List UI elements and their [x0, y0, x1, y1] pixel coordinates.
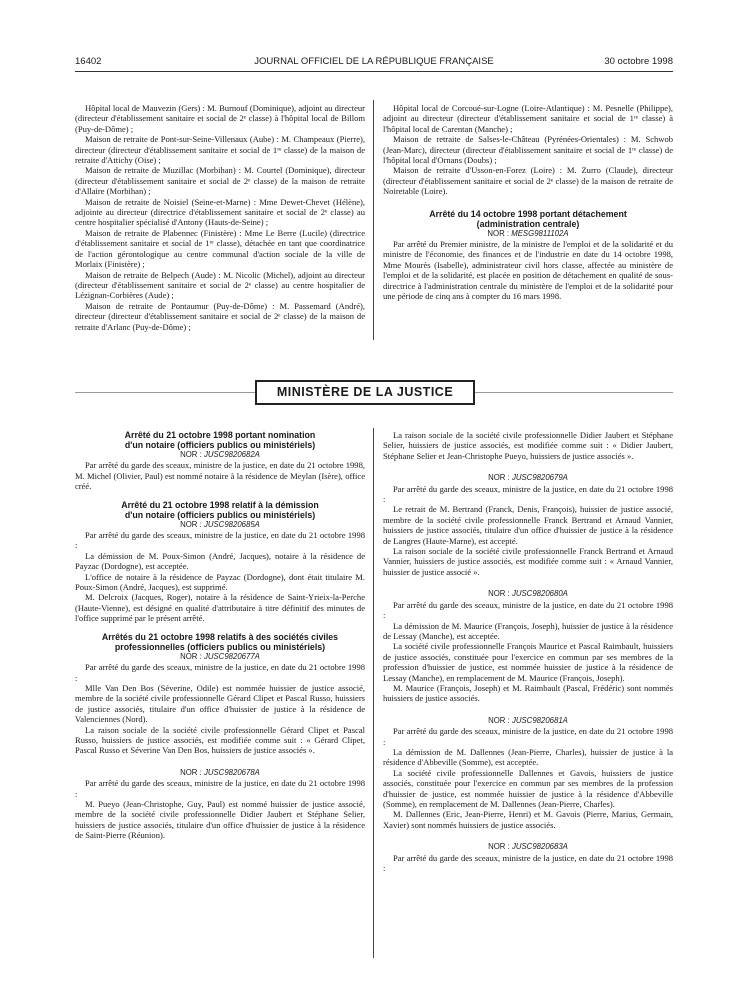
arrete-body: La démission de M. Maurice (François, Joseph), huissier de justice à la résidence de Lessay (Manche), est acceptée.: [383, 620, 673, 641]
header-rule: [75, 71, 673, 72]
appointment-paragraph: Maison de retraite d'Usson-en-Forez (Loire) : M. Zurro (Claude), directeur (directeur d'établissement sanitaire et social de 2ᵉ classe) de la maison de retraite de Noiretable (Loire).: [383, 165, 673, 197]
ministry-title: MINISTÈRE DE LA JUSTICE: [276, 385, 454, 399]
arrete-subtitle: professionnelles (officiers publics ou ministériels): [114, 641, 326, 652]
page-number: 16402: [75, 56, 102, 67]
appointment-paragraph: Maison de retraite de Belpech (Aude) : M. Nicolic (Michel), adjoint au directeur (directeur d'établissement sanitaire et social de 2ᵉ classe) au centre hospitalier de Lézignan-Corbières (Aude) ;: [75, 269, 365, 301]
arrete-body: L'office de notaire à la résidence de Payzac (Dordogne), dont était titulaire M. Poux-Simon (André, Jacques), est supprimé.: [75, 571, 365, 593]
arrete-body: M. Delcroix (Jacques, Roger), notaire à la résidence de Saint-Yrieix-la-Perche (Haute-Vienne), est désigné en qualité d'attributaire à titre définitif des minutes de l'office supprimé par le présent arrêté.: [75, 592, 365, 624]
arrete-subtitle: (administration centrale): [476, 218, 580, 229]
arrete-body: Par arrêté du garde des sceaux, ministre de la justice, en date du 21 octobre 1998 :: [75, 662, 365, 683]
nor-reference: NOR : JUSC9820681A: [488, 715, 568, 725]
appointment-paragraph: Maison de retraite de Pontaumur (Puy-de-Dôme) : M. Passemard (André), directeur (directeur d'établissement sanitaire et social de 2ᵉ classe) de la maison de retraite d'Arlanc (Puy-de-Dôme) ;: [75, 300, 365, 332]
arrete-body: Le retrait de M. Bertrand (Franck, Denis, François), huissier de justice associé, membre de la société civile professionnelle Franck Bertrand et Arnaud Vannier, huissiers de justice associés, titulaire d'un office d'huissier de justice à la résidence de Langres (Haute-Marne), est accepté.: [383, 504, 673, 546]
arrete-body: Par arrêté du garde des sceaux, ministre de la justice, en date du 21 octobre 1998 :: [75, 778, 365, 799]
column-divider: [373, 100, 374, 340]
arrete-body: Mlle Van Den Bos (Séverine, Odile) est nommée huissier de justice associé, membre de la société civile professionnelle Gérard Clipet et Pascal Russo, huissiers de justice associés, titulaire d'un office d'huissier de justice à la résidence de Valenciennes (Nord).: [75, 682, 365, 725]
nor-reference: NOR : JUSC9820678A: [180, 767, 260, 777]
arrete-body: La raison sociale de la société civile professionnelle Gérard Clipet et Pascal Russo, huissiers de justice associés, est modifiée comme suit : « Gérard Clipet, Pascal Russo et Séverine Van Den Bos, huissiers de justice associés ».: [75, 724, 365, 756]
appointment-paragraph: Maison de retraite de Salses-le-Château (Pyrénées-Orientales) : M. Schwob (Jean-Marc), directeur (directeur d'établissement sanitaire et social de 1ʳᵉ classe) de l'hôpital local d'Ornans (Doubs) ;: [383, 134, 673, 166]
arrete-body: La démission de M. Dallennes (Jean-Pierre, Charles), huissier de justice à la résidence d'Abbeville (Somme), est acceptée.: [383, 746, 673, 768]
arrete-body: Par arrêté du garde des sceaux, ministre de la justice, en date du 21 octobre 1998 :: [75, 530, 365, 551]
arrete-body: La société civile professionnelle Dallennes et Gavois, huissiers de justice associés, constituée pour l'exercice en commun par ses membres de la profession d'huissier de justice, est nommée huissier de justice à la résidence d'Abbeville (Somme), en remplacement de M. Dallennes (Jean-Pierre, Charles).: [383, 767, 673, 809]
appointment-paragraph: Hôpital local de Mauvezin (Gers) : M. Burnouf (Dominique), adjoint au directeur (directeur d'établissement sanitaire et social de 2ᵉ classe) à l'hôpital local de Billom (Puy-de-Dôme) ;: [75, 103, 365, 134]
nor-reference: NOR : JUSC9820683A: [488, 842, 568, 852]
arrete-title: Arrêtés du 21 octobre 1998 relatifs à des sociétés civiles: [101, 631, 339, 642]
page-header: [75, 56, 673, 70]
arrete-body: Par arrêté du garde des sceaux, ministre de la justice, en date du 21 octobre 1998 :: [383, 726, 673, 747]
arrete-body: Par arrêté du garde des sceaux, ministre de la justice, en date du 21 octobre 1998 :: [383, 852, 673, 874]
bottom-left-column: [75, 430, 365, 841]
nor-reference: NOR : JUSC9820685A: [180, 519, 260, 529]
nor-reference: NOR : JUSC9820682A: [180, 450, 260, 459]
top-right-column: [383, 103, 673, 302]
appointment-paragraph: Maison de retraite de Noisiel (Seine-et-Marne) : Mme Dewet-Chevet (Hélène), adjointe au directeur (directrice d'établissement sanitaire et social de 2ᵉ classe) au centre hospitalier spécialisé d'Antony (Hauts-de-Seine) ;: [75, 196, 365, 228]
arrete-title: Arrêté du 21 octobre 1998 portant nomination: [124, 430, 316, 440]
arrete-body: M. Maurice (François, Joseph) et M. Raimbault (Pascal, Frédéric) sont nommés huissiers de justice associés.: [383, 682, 673, 704]
nor-reference: NOR : JUSC9820680A: [488, 589, 568, 599]
appointment-paragraph: Maison de retraite de Plabennec (Finistère) : Mme Le Berre (Lucile) (directrice d'établissement sanitaire et social de 1ʳᵉ classe), détachée en tant que coordinatrice de l'action gérontologique au centre communal d'action sociale de la ville de Morlaix (Finistère) ;: [75, 227, 365, 270]
arrete-body: M. Pueyo (Jean-Christophe, Guy, Paul) est nommé huissier de justice associé, membre de la société civile professionnelle Didier Jaubert et Stéphane Selier, huissiers de justice associés, titulaire d'un office d'huissier de justice à la résidence de Saint-Pierre (Réunion).: [75, 798, 365, 841]
arrete-body: Par arrêté du Premier ministre, de la ministre de l'emploi et de la solidarité et du ministre de l'économie, des finances et de l'industrie en date du 14 octobre 1998, Mme Mourès (Isabelle), administrateur civil hors classe, affectée au ministère de l'emploi et de la solidarité, est placée en position de détachement en qualité de sous-directrice à l'administration centrale du ministère de l'emploi et de la solidarité pour une période de cinq ans à compter du 16 mars 1998.: [383, 239, 673, 302]
arrete-title: Arrêté du 21 octobre 1998 relatif à la démission: [121, 499, 319, 510]
bottom-right-column: [383, 430, 673, 873]
appointment-paragraph: Maison de retraite de Muzillac (Morbihan) : M. Courtel (Dominique), directeur (directeur d'établissement sanitaire et social de 2ᵉ classe) de la maison de retraite d'Allaire (Morbihan) ;: [75, 165, 365, 197]
arrete-body: Par arrêté du garde des sceaux, ministre de la justice, en date du 21 octobre 1998, M. Michel (Olivier, Paul) est nommé notaire à la résidence de Meylan (Isère), office créé.: [75, 460, 365, 492]
arrete-subtitle: d'un notaire (officiers publics ou ministériels): [124, 440, 316, 450]
ministry-banner: [255, 380, 475, 405]
arrete-body: La raison sociale de la société civile professionnelle Franck Bertrand et Arnaud Vannier, huissiers de justice associés, est modifiée comme suit : « Arnaud Vannier, huissier de justice associé ».: [383, 546, 673, 577]
arrete-body: La démission de M. Poux-Simon (André, Jacques), notaire à la résidence de Payzac (Dordogne), est acceptée.: [75, 550, 365, 572]
top-left-column: [75, 103, 365, 332]
appointment-paragraph: Hôpital local de Corcoué-sur-Logne (Loire-Atlantique) : M. Pesnelle (Philippe), adjoint au directeur (directeur d'établissement sanitaire et social de 1ʳᵉ classe) à l'hôpital local de Carentan (Manche) ;: [383, 103, 673, 134]
arrete-subtitle: d'un notaire (officiers publics ou ministériels): [124, 509, 316, 520]
issue-date: 30 octobre 1998: [604, 56, 673, 67]
arrete-body: Par arrêté du garde des sceaux, ministre de la justice, en date du 21 octobre 1998 :: [383, 599, 673, 621]
appointment-paragraph: Maison de retraite de Pont-sur-Seine-Villenaux (Aube) : M. Champeaux (Pierre), directeur (directeur d'établissement sanitaire et social de 1ʳᵉ classe) de la maison de retraite d'Attichy (Oise) ;: [75, 134, 365, 166]
column-divider: [373, 428, 374, 958]
arrete-body: La société civile professionnelle François Maurice et Pascal Raimbault, huissiers de justice associés, constituée pour l'exercice en commun par ses membres de la profession d'huissier de justice, est nommée huissier de justice à la résidence de Lessay (Manche), en remplacement de M. Maurice (François, Joseph).: [383, 641, 673, 683]
arrete-body: Par arrêté du garde des sceaux, ministre de la justice, en date du 21 octobre 1998 :: [383, 483, 673, 505]
arrete-body: La raison sociale de la société civile professionnelle Didier Jaubert et Stéphane Selier, huissiers de justice associés, est modifiée comme suit : « Didier Jaubert, Stéphane Selier et Jean-Christophe Pueyo, huissiers de justice associés ».: [383, 430, 673, 461]
nor-reference: NOR : MESG9811102A: [487, 228, 569, 238]
arrete-body: M. Dallennes (Eric, Jean-Pierre, Henri) et M. Gavois (Pierre, Marius, Germain, Xavier) sont nommés huissiers de justice associés.: [383, 809, 673, 830]
nor-reference: NOR : JUSC9820677A: [180, 651, 260, 661]
nor-reference: NOR : JUSC9820679A: [488, 473, 568, 483]
journal-title: JOURNAL OFFICIEL DE LA RÉPUBLIQUE FRANÇAISE: [254, 56, 494, 67]
arrete-title: Arrêté du 14 octobre 1998 portant détachement: [429, 208, 627, 219]
